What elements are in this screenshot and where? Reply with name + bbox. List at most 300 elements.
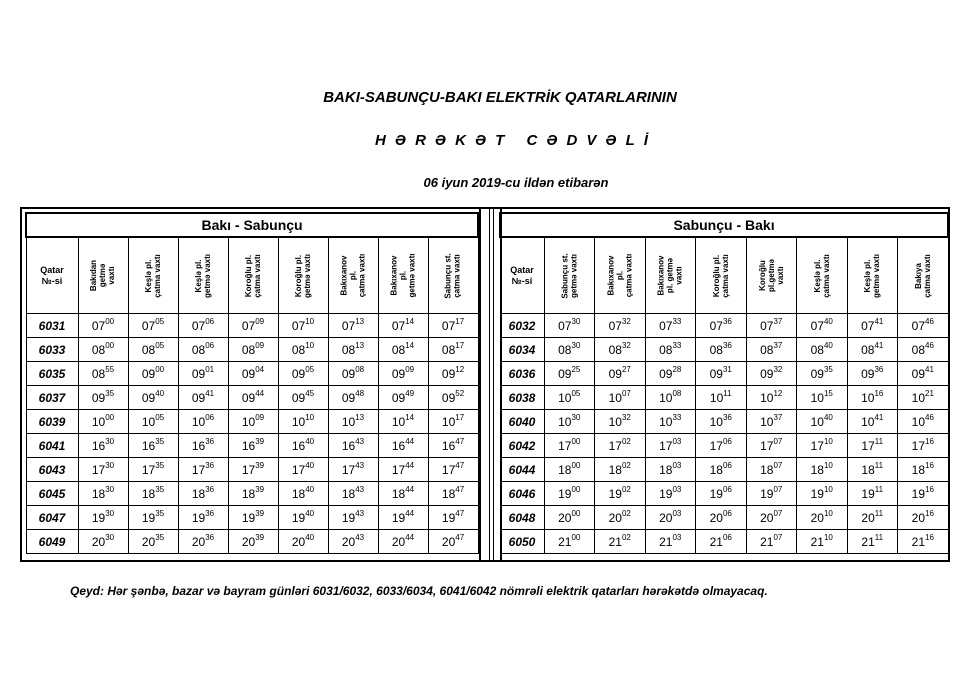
time-minute: 36 bbox=[205, 461, 215, 470]
train-number: 6045 bbox=[26, 482, 78, 506]
time-hour: 20 bbox=[91, 535, 106, 549]
time-minute: 44 bbox=[405, 533, 415, 542]
time-cell bbox=[228, 386, 278, 410]
time-hour: 17 bbox=[341, 463, 356, 477]
time-hour: 20 bbox=[911, 511, 925, 525]
time-cell bbox=[696, 530, 747, 554]
time-hour: 21 bbox=[558, 535, 572, 549]
time-hour: 09 bbox=[709, 367, 723, 381]
table-row bbox=[26, 482, 478, 506]
time-hour: 18 bbox=[341, 487, 356, 501]
section-header-row bbox=[500, 213, 948, 237]
time-hour: 19 bbox=[341, 511, 356, 525]
train-number: 6048 bbox=[500, 506, 544, 530]
header-line: pl.getmə bbox=[766, 259, 776, 292]
time-hour: 18 bbox=[241, 487, 256, 501]
time-minute: 16 bbox=[874, 389, 884, 398]
time-cell bbox=[645, 482, 696, 506]
time-minute: 12 bbox=[455, 365, 465, 374]
time-minute: 16 bbox=[925, 509, 934, 518]
header-line: çatma vaxtı bbox=[453, 253, 463, 298]
section-title: Sabunçu - Bakı bbox=[500, 213, 948, 237]
time-hour: 09 bbox=[291, 391, 306, 405]
time-minute: 03 bbox=[672, 509, 682, 518]
time-cell bbox=[328, 338, 378, 362]
time-cell bbox=[696, 410, 747, 434]
time-cell bbox=[178, 410, 228, 434]
time-minute: 40 bbox=[305, 533, 315, 542]
time-hour: 07 bbox=[709, 319, 723, 333]
time-cell bbox=[178, 434, 228, 458]
header-line: Keşlə pl. bbox=[194, 259, 203, 292]
time-minute: 36 bbox=[722, 341, 732, 350]
time-hour: 20 bbox=[291, 535, 306, 549]
time-minute: 11 bbox=[874, 509, 884, 518]
time-cell bbox=[898, 530, 949, 554]
time-hour: 18 bbox=[861, 463, 875, 477]
header-line: getmə vaxtı bbox=[303, 253, 312, 298]
time-hour: 10 bbox=[608, 391, 622, 405]
section-header-row bbox=[26, 213, 478, 237]
header-line: Keşlə pl. bbox=[144, 259, 153, 292]
time-cell bbox=[544, 314, 595, 338]
time-cell bbox=[746, 314, 797, 338]
time-minute: 35 bbox=[155, 533, 165, 542]
time-hour: 16 bbox=[291, 439, 306, 453]
timetable-baki-sabuncu bbox=[25, 212, 479, 554]
header-line: getmə vaxtı bbox=[407, 253, 417, 298]
time-cell bbox=[228, 530, 278, 554]
time-hour: 19 bbox=[191, 511, 206, 525]
time-hour: 16 bbox=[391, 439, 406, 453]
time-cell bbox=[378, 362, 428, 386]
time-hour: 09 bbox=[558, 367, 572, 381]
time-cell bbox=[746, 506, 797, 530]
time-minute: 02 bbox=[621, 533, 631, 542]
time-minute: 13 bbox=[355, 341, 365, 350]
time-hour: 07 bbox=[391, 319, 406, 333]
time-cell bbox=[428, 506, 478, 530]
time-minute: 45 bbox=[305, 389, 315, 398]
table-row bbox=[26, 410, 478, 434]
time-minute: 10 bbox=[305, 413, 315, 422]
time-hour: 08 bbox=[141, 343, 156, 357]
time-hour: 20 bbox=[810, 511, 824, 525]
table-row bbox=[26, 506, 478, 530]
time-hour: 16 bbox=[341, 439, 356, 453]
time-cell bbox=[328, 434, 378, 458]
time-hour: 17 bbox=[441, 463, 456, 477]
time-cell bbox=[228, 434, 278, 458]
header-line: Koroğlu pl. bbox=[711, 254, 721, 297]
time-hour: 08 bbox=[391, 343, 406, 357]
time-cell bbox=[128, 482, 178, 506]
time-minute: 44 bbox=[405, 509, 415, 518]
time-cell bbox=[847, 434, 898, 458]
time-minute: 33 bbox=[672, 317, 682, 326]
time-hour: 08 bbox=[558, 343, 572, 357]
time-cell bbox=[278, 362, 328, 386]
time-minute: 55 bbox=[105, 365, 115, 374]
time-minute: 10 bbox=[305, 317, 315, 326]
time-hour: 08 bbox=[659, 343, 673, 357]
time-cell bbox=[228, 458, 278, 482]
time-cell bbox=[328, 530, 378, 554]
time-hour: 20 bbox=[141, 535, 156, 549]
time-minute: 14 bbox=[405, 341, 415, 350]
time-cell bbox=[78, 434, 128, 458]
time-minute: 16 bbox=[925, 437, 934, 446]
time-cell bbox=[746, 482, 797, 506]
time-minute: 30 bbox=[105, 533, 115, 542]
time-hour: 19 bbox=[709, 487, 723, 501]
time-hour: 08 bbox=[810, 343, 824, 357]
time-minute: 35 bbox=[823, 365, 833, 374]
time-minute: 00 bbox=[571, 485, 581, 494]
time-hour: 08 bbox=[861, 343, 875, 357]
time-cell bbox=[128, 386, 178, 410]
column-header bbox=[544, 237, 595, 314]
header-line: çatma vaxtı bbox=[624, 253, 634, 298]
time-cell bbox=[278, 434, 328, 458]
time-cell bbox=[178, 314, 228, 338]
time-cell bbox=[645, 410, 696, 434]
time-hour: 19 bbox=[659, 487, 673, 501]
time-cell bbox=[746, 434, 797, 458]
time-minute: 09 bbox=[405, 365, 415, 374]
time-minute: 37 bbox=[773, 413, 783, 422]
time-cell bbox=[328, 410, 378, 434]
time-cell bbox=[328, 362, 378, 386]
time-minute: 07 bbox=[773, 533, 783, 542]
time-cell bbox=[797, 338, 848, 362]
time-minute: 39 bbox=[255, 533, 265, 542]
time-hour: 10 bbox=[241, 415, 256, 429]
time-minute: 46 bbox=[925, 341, 934, 350]
time-cell bbox=[797, 314, 848, 338]
time-hour: 08 bbox=[91, 367, 106, 381]
time-cell bbox=[847, 362, 898, 386]
time-minute: 46 bbox=[925, 413, 934, 422]
time-cell bbox=[645, 506, 696, 530]
time-minute: 32 bbox=[621, 341, 631, 350]
column-header bbox=[645, 237, 696, 314]
header-line: pl. getmə bbox=[665, 257, 675, 294]
header-line: Keşlə pl. bbox=[812, 259, 822, 292]
time-minute: 00 bbox=[105, 341, 115, 350]
header-line: getmə vaxtı bbox=[872, 253, 882, 298]
time-cell bbox=[328, 458, 378, 482]
time-cell bbox=[378, 506, 428, 530]
time-hour: 18 bbox=[709, 463, 723, 477]
time-cell bbox=[645, 314, 696, 338]
time-hour: 10 bbox=[341, 415, 356, 429]
train-number: 6042 bbox=[500, 434, 544, 458]
column-header-text bbox=[657, 255, 684, 295]
time-minute: 11 bbox=[723, 389, 732, 398]
time-minute: 40 bbox=[305, 461, 315, 470]
header-line: Bakıxanov bbox=[656, 255, 666, 296]
time-cell bbox=[595, 482, 646, 506]
time-cell bbox=[595, 314, 646, 338]
table-row bbox=[500, 482, 948, 506]
table-row bbox=[500, 434, 948, 458]
time-hour: 18 bbox=[810, 463, 824, 477]
time-cell bbox=[128, 314, 178, 338]
column-header-text bbox=[194, 253, 212, 297]
time-cell bbox=[128, 530, 178, 554]
time-minute: 07 bbox=[773, 461, 783, 470]
time-cell bbox=[128, 338, 178, 362]
time-cell bbox=[645, 458, 696, 482]
time-hour: 09 bbox=[911, 367, 925, 381]
time-cell bbox=[645, 530, 696, 554]
time-cell bbox=[746, 338, 797, 362]
time-hour: 20 bbox=[659, 511, 673, 525]
time-hour: 08 bbox=[291, 343, 306, 357]
time-hour: 17 bbox=[291, 463, 306, 477]
time-cell bbox=[428, 482, 478, 506]
time-minute: 00 bbox=[571, 437, 581, 446]
time-minute: 04 bbox=[255, 365, 265, 374]
time-hour: 07 bbox=[558, 319, 572, 333]
time-hour: 10 bbox=[659, 415, 673, 429]
time-hour: 08 bbox=[760, 343, 774, 357]
column-header bbox=[328, 237, 378, 314]
time-hour: 19 bbox=[241, 511, 256, 525]
time-minute: 40 bbox=[823, 341, 833, 350]
time-hour: 21 bbox=[608, 535, 622, 549]
time-hour: 07 bbox=[441, 319, 456, 333]
time-minute: 44 bbox=[405, 437, 415, 446]
column-header-row bbox=[26, 237, 478, 314]
table-row bbox=[500, 386, 948, 410]
column-header-text bbox=[444, 253, 462, 298]
time-hour: 08 bbox=[341, 343, 356, 357]
time-cell bbox=[797, 386, 848, 410]
time-cell bbox=[178, 338, 228, 362]
time-hour: 07 bbox=[810, 319, 824, 333]
time-cell bbox=[228, 410, 278, 434]
time-minute: 43 bbox=[355, 533, 365, 542]
column-header-text bbox=[712, 254, 730, 298]
time-minute: 35 bbox=[155, 509, 165, 518]
header-line: Koroğlu pl. bbox=[244, 254, 253, 297]
column-header-text bbox=[144, 254, 162, 298]
time-hour: 09 bbox=[241, 391, 256, 405]
time-minute: 01 bbox=[205, 365, 215, 374]
time-cell bbox=[847, 506, 898, 530]
time-hour: 08 bbox=[241, 343, 256, 357]
time-minute: 32 bbox=[621, 317, 631, 326]
table-row bbox=[26, 338, 478, 362]
train-number-header bbox=[26, 237, 78, 314]
section-title: Bakı - Sabunçu bbox=[26, 213, 478, 237]
time-hour: 10 bbox=[141, 415, 156, 429]
schedule-subtitle: HƏRƏKƏT CƏDVƏLİ bbox=[375, 132, 657, 149]
time-hour: 18 bbox=[659, 463, 673, 477]
time-hour: 07 bbox=[141, 319, 156, 333]
time-minute: 28 bbox=[672, 365, 682, 374]
time-cell bbox=[278, 338, 328, 362]
time-minute: 47 bbox=[455, 485, 465, 494]
header-line: vaxtı bbox=[107, 266, 117, 285]
time-minute: 05 bbox=[155, 413, 165, 422]
time-cell bbox=[78, 410, 128, 434]
time-minute: 00 bbox=[105, 413, 115, 422]
time-hour: 20 bbox=[191, 535, 206, 549]
table-row bbox=[500, 458, 948, 482]
time-minute: 30 bbox=[571, 341, 581, 350]
time-hour: 10 bbox=[760, 391, 774, 405]
time-minute: 43 bbox=[355, 509, 365, 518]
train-number: 6050 bbox=[500, 530, 544, 554]
time-cell bbox=[595, 458, 646, 482]
table-row bbox=[500, 362, 948, 386]
time-minute: 35 bbox=[105, 389, 115, 398]
time-minute: 48 bbox=[355, 389, 365, 398]
header-line: Sabunçu st. bbox=[560, 252, 570, 299]
time-minute: 49 bbox=[405, 389, 415, 398]
time-cell bbox=[645, 362, 696, 386]
time-minute: 36 bbox=[722, 317, 732, 326]
time-cell bbox=[898, 386, 949, 410]
column-header-text bbox=[340, 254, 367, 298]
time-cell bbox=[746, 386, 797, 410]
time-cell bbox=[746, 530, 797, 554]
time-hour: 07 bbox=[191, 319, 206, 333]
time-hour: 10 bbox=[191, 415, 206, 429]
time-cell bbox=[228, 362, 278, 386]
column-header bbox=[178, 237, 228, 314]
time-hour: 08 bbox=[91, 343, 106, 357]
time-hour: 19 bbox=[810, 487, 824, 501]
time-cell bbox=[128, 410, 178, 434]
time-cell bbox=[78, 362, 128, 386]
time-hour: 16 bbox=[441, 439, 456, 453]
time-hour: 10 bbox=[861, 415, 875, 429]
time-minute: 07 bbox=[773, 485, 783, 494]
time-minute: 36 bbox=[874, 365, 884, 374]
time-hour: 17 bbox=[241, 463, 256, 477]
time-hour: 09 bbox=[91, 391, 106, 405]
time-cell bbox=[696, 362, 747, 386]
time-cell bbox=[696, 482, 747, 506]
table-row bbox=[500, 530, 948, 554]
time-minute: 39 bbox=[255, 437, 265, 446]
time-cell bbox=[746, 410, 797, 434]
time-cell bbox=[278, 314, 328, 338]
time-hour: 10 bbox=[659, 391, 673, 405]
time-minute: 37 bbox=[773, 341, 783, 350]
time-hour: 17 bbox=[91, 463, 106, 477]
table-row bbox=[26, 434, 478, 458]
time-hour: 09 bbox=[810, 367, 824, 381]
time-hour: 09 bbox=[391, 391, 406, 405]
time-minute: 06 bbox=[722, 461, 732, 470]
time-hour: 09 bbox=[760, 367, 774, 381]
header-line: pl. bbox=[348, 270, 358, 281]
time-minute: 11 bbox=[874, 461, 884, 470]
header-line: Bakıxanov bbox=[606, 255, 616, 296]
time-minute: 36 bbox=[205, 437, 215, 446]
time-minute: 30 bbox=[105, 485, 115, 494]
time-cell bbox=[178, 530, 228, 554]
time-minute: 47 bbox=[455, 437, 465, 446]
time-cell bbox=[898, 506, 949, 530]
time-minute: 41 bbox=[925, 365, 934, 374]
time-cell bbox=[797, 362, 848, 386]
time-cell bbox=[898, 434, 949, 458]
time-cell bbox=[898, 410, 949, 434]
time-hour: 10 bbox=[558, 391, 572, 405]
time-minute: 33 bbox=[672, 341, 682, 350]
time-hour: 21 bbox=[709, 535, 723, 549]
time-minute: 09 bbox=[255, 413, 265, 422]
time-hour: 21 bbox=[659, 535, 673, 549]
time-minute: 27 bbox=[621, 365, 631, 374]
schedule-title: BAKI-SABUNÇU-BAKI ELEKTRİK QATARLARININ bbox=[323, 89, 677, 106]
time-cell bbox=[645, 338, 696, 362]
time-minute: 16 bbox=[925, 485, 934, 494]
time-cell bbox=[378, 434, 428, 458]
time-cell bbox=[595, 506, 646, 530]
time-minute: 33 bbox=[672, 413, 682, 422]
time-hour: 10 bbox=[91, 415, 106, 429]
time-cell bbox=[847, 410, 898, 434]
time-hour: 09 bbox=[141, 367, 156, 381]
time-hour: 17 bbox=[141, 463, 156, 477]
time-hour: 18 bbox=[608, 463, 622, 477]
time-hour: 17 bbox=[810, 439, 824, 453]
header-line: №-si bbox=[511, 275, 533, 286]
time-hour: 09 bbox=[191, 391, 206, 405]
time-minute: 16 bbox=[925, 533, 934, 542]
time-minute: 52 bbox=[455, 389, 465, 398]
table-row bbox=[500, 314, 948, 338]
time-hour: 18 bbox=[558, 463, 572, 477]
time-hour: 17 bbox=[391, 463, 406, 477]
time-minute: 43 bbox=[355, 485, 365, 494]
time-cell bbox=[428, 458, 478, 482]
time-minute: 41 bbox=[874, 317, 884, 326]
train-number: 6039 bbox=[26, 410, 78, 434]
header-line: çatma vaxtı bbox=[922, 253, 932, 298]
time-cell bbox=[428, 362, 478, 386]
train-number: 6046 bbox=[500, 482, 544, 506]
time-hour: 18 bbox=[191, 487, 206, 501]
header-line: getmə vaxtı bbox=[203, 253, 212, 298]
time-hour: 19 bbox=[558, 487, 572, 501]
time-cell bbox=[595, 386, 646, 410]
time-hour: 10 bbox=[558, 415, 572, 429]
time-cell bbox=[645, 386, 696, 410]
train-number: 6035 bbox=[26, 362, 78, 386]
train-number: 6034 bbox=[500, 338, 544, 362]
time-hour: 10 bbox=[291, 415, 306, 429]
time-minute: 40 bbox=[305, 437, 315, 446]
time-cell bbox=[797, 530, 848, 554]
time-hour: 18 bbox=[911, 463, 925, 477]
time-hour: 07 bbox=[241, 319, 256, 333]
time-hour: 19 bbox=[441, 511, 456, 525]
time-cell bbox=[847, 482, 898, 506]
table-row bbox=[26, 530, 478, 554]
time-minute: 37 bbox=[773, 317, 783, 326]
time-cell bbox=[378, 458, 428, 482]
timetable-frame bbox=[20, 207, 950, 562]
time-hour: 18 bbox=[760, 463, 774, 477]
